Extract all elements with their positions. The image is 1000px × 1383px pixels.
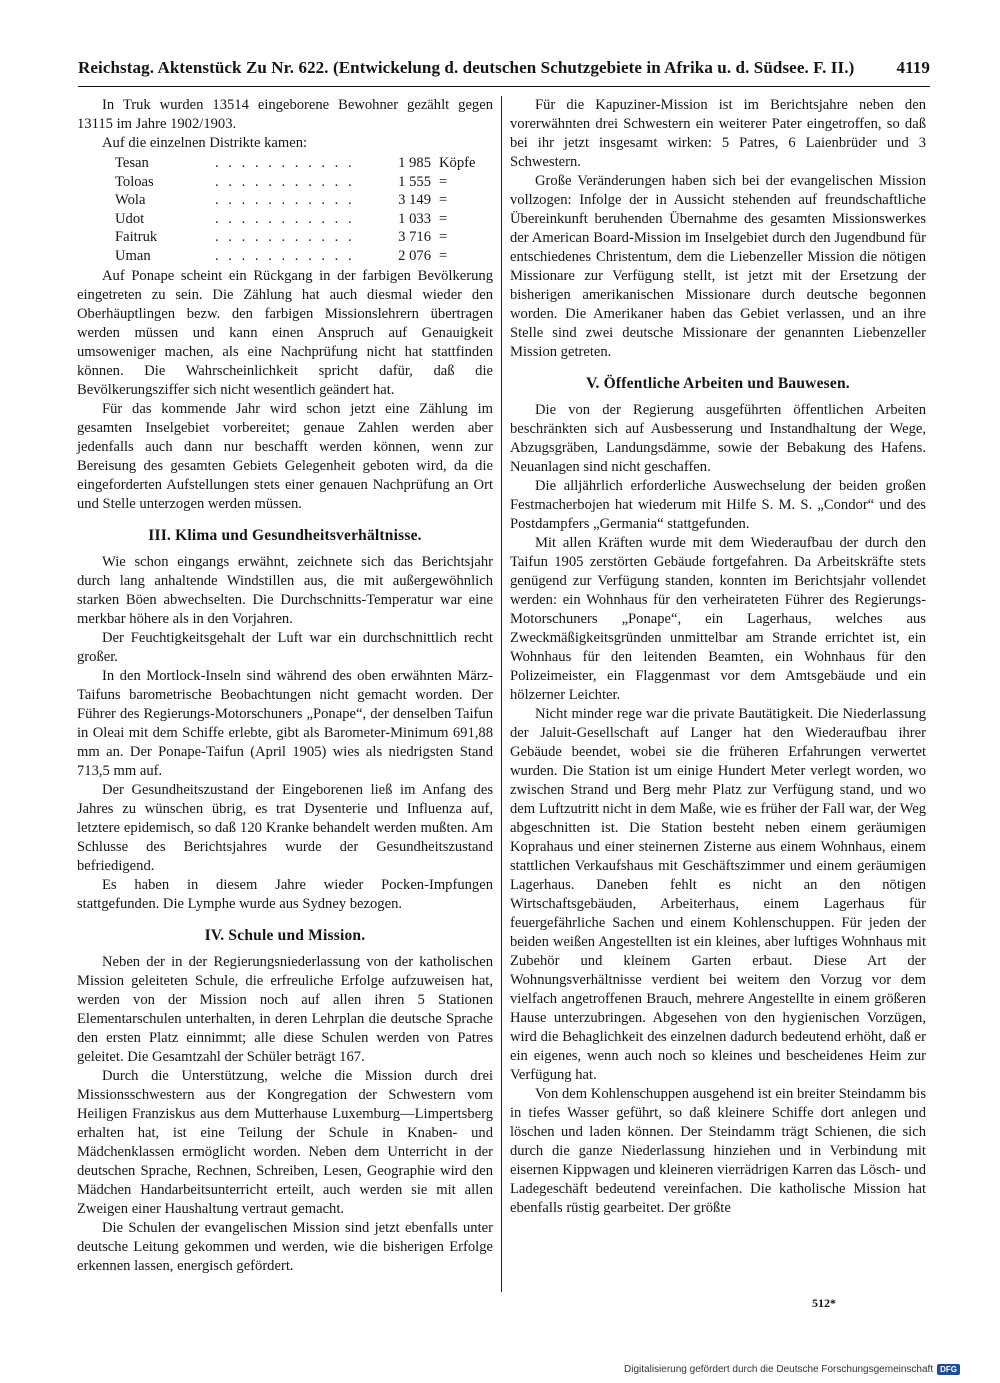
paragraph: Auf Ponape scheint ein Rückgang in der farbigen Bevölkerung eingetreten zu sein. Die Zählung hat auch diesmal wieder den Oberhäuptlingen bezw. den farbigen Missionslehrern übertragen werden müssen und kann einen Anspruch auf Genauigkeit umsoweniger machen, als eine Nachprüfung nicht hat stattfinden können. Die Wahrscheinlichkeit spricht dafür, daß die Bevölkerungsziffer sich nicht wesentlich geändert hat. [77, 267, 493, 398]
district-value: 1 555 [398, 173, 431, 190]
paragraph: Durch die Unterstützung, welche die Mission durch drei Missionsschwestern aus der Kongregation der Schwestern vom Heiligen Franziskus aus dem Mutterhause Luxemburg—Limpertsberg erhalten hat, ist eine Teilung der Schule in Knaben- und Mädchenklassen ermöglicht worden. Neben dem Unterricht in der deutschen Sprache, Rechnen, Schreiben, Lesen, Geographie wird den Mädchen Handarbeitsunterricht erteilt, auch werden sie mit allen Zweigen einer Haushaltung vertraut gemacht. [77, 1067, 493, 1217]
district-name: Udot [115, 210, 145, 227]
district-name: Uman [115, 247, 151, 264]
table-row [115, 210, 475, 229]
header-title: Reichstag. Aktenstück Zu Nr. 622. (Entwickelung d. deutschen Schutzgebiete in Afrika u. d. Südsee. F. II.) [78, 58, 855, 77]
paragraph: Der Gesundheitszustand der Eingeborenen ließ im Anfang des Jahres zu wünschen übrig, es trat Dysenterie und Influenza auf, letztere epidemisch, so daß 120 Kranke behandelt werden mußten. Am Schlusse des Berichtsjahres wurde der Gesundheitszustand befriedigend. [77, 781, 493, 874]
leader-dots: . . . . . . . . . . . [215, 210, 355, 227]
paragraph: Der Feuchtigkeitsgehalt der Luft war ein durchschnittlich recht großer. [77, 629, 493, 665]
district-table [115, 154, 475, 266]
paragraph: Es haben in diesem Jahre wieder Pocken-Impfungen stattgefunden. Die Lymphe wurde aus Sydney bezogen. [77, 876, 493, 912]
district-value: 3 149 [398, 192, 431, 209]
table-row [115, 173, 475, 192]
right-column [510, 96, 926, 1218]
district-unit: = [439, 173, 448, 190]
paragraph: In den Mortlock-Inseln sind während des oben erwähnten März-Taifuns barometrische Beobachtungen nicht gemacht worden. Der Führer des Regierungs-Motorschuners „Ponape“, der denselben Taifun in Oleai mit dem Schiffe erlebte, gibt als Barometer-Minimum 691,88 mm an. Der Ponape-Taifun (April 1905) wies als niedrigsten Stand 713,5 mm auf. [77, 667, 493, 779]
paragraph: Auf die einzelnen Distrikte kamen: [102, 135, 308, 151]
table-row [115, 154, 475, 173]
leader-dots: . . . . . . . . . . . [215, 247, 355, 264]
paragraph: Neben der in der Regierungsniederlassung von der katholischen Mission geleiteten Schule, die erfreuliche Erfolge aufzuweisen hat, werden von der Mission noch auf allen ihren 5 Stationen Elementarschulen unterhalten, in deren Lehrplan die deutsche Sprache den ersten Platz einnimmt; alle diese Schulen werden von Patres geleitet. Die Gesamtzahl der Schüler beträgt 167. [77, 953, 493, 1065]
section-heading: IV. Schule und Mission. [204, 926, 366, 944]
dfg-logo: DFG [937, 1364, 960, 1375]
leader-dots: . . . . . . . . . . . [215, 155, 355, 171]
district-unit: = [439, 210, 448, 227]
paragraph: Nicht minder rege war die private Bautätigkeit. Die Niederlassung der Jaluit-Gesellschaft auf Langer hat den Wiederaufbau ihrer Gebäude beendet, wobei sie die früheren Erfahrungen verwertet wurden. Die Station ist um einige Hundert Meter verlegt worden, wo zwischen Strand und Berg mehr Platz zur Verfügung stand, und wo dem Luftzutritt nicht in dem Maße, wie es früher der Fall war, der Weg abgeschnitten ist. Die Station besteht neben einem geräumigen Koprahaus und einer steinernen Zisterne aus einem Wohnhaus, einem stattlichen Verkaufshaus mit Geschäftszimmer und einem geräumigen Lagerhaus. Daneben fehlt es nicht an den nötigen Wirtschaftsgebäuden, Arbeiterhaus, einem Lagerhaus für feuergefährliche Sachen und einem Kohlenschuppen. Für jeden der beiden weißen Angestellten ist ein kleines, aber luftiges Wohnhaus mit Zubehör und kleinem Garten erbaut. Diese Art der Wohnungsverhältnisse verdient bei weitem den Vorzug vor dem vielfach angetroffenen Brauch, mehrere Angestellte in einem größeren Hause unterzubringen. Abgesehen von den hygienischen Vorzügen, wird die Behaglichkeit des einzelnen dadurch bedeutend erhöht, daß er ein eigenes, wenn auch noch so kleines und bescheidenes Heim zur Verfügung hat. [510, 706, 926, 1083]
district-value: 1 985 [398, 155, 431, 171]
page-number: 4119 [896, 58, 930, 77]
paragraph: Für das kommende Jahr wird schon jetzt eine Zählung im gesamten Inselgebiet vorbereitet; genaue Zahlen werden aber jedenfalls auch dann nur beschafft werden können, wenn zur Bereisung des gesamten Gebiets Gelegenheit geboten wird, da die eingeforderten Aufstellungen stets einer genauen Nachprüfung an Ort und Stelle unterzogen werden müssen. [77, 400, 493, 512]
table-row [115, 191, 475, 210]
paragraph: Große Veränderungen haben sich bei der evangelischen Mission vollzogen: Infolge der in Aussicht stehenden auf freundschaftliche Übereinkunft beruhenden Übernahme des gesamten Missionswerkes der American Board-Mission im Inselgebiet durch den Jugendbund für entschiedenes Christentum, dem die Liebenzeller Mission die nötigen Missionare zur Verfügung stellt, ist jetzt mit der Ersetzung der bisherigen amerikanischen Missionare durch deutsche begonnen worden. Die Amerikaner haben das Gebiet verlassen, und an ihre Stelle sind zwei deutsche Missionare der genannten Liebenzeller Mission getreten. [510, 173, 926, 360]
footer-credit [624, 1364, 960, 1375]
table-row [115, 247, 475, 266]
district-value: 2 076 [398, 247, 431, 264]
district-name: Faitruk [115, 229, 158, 246]
section-heading: III. Klima und Gesundheitsverhältnisse. [148, 526, 422, 544]
district-name: Toloas [115, 173, 154, 190]
leader-dots: . . . . . . . . . . . [215, 229, 355, 246]
paragraph: Wie schon eingangs erwähnt, zeichnete sich das Berichtsjahr durch lang anhaltende Windstillen aus, die mit außergewöhnlich starken Böen abwechselten. Die Durchschnitts-Temperatur war eine merkbar höhere als in den Vorjahren. [77, 553, 493, 627]
paragraph: Die von der Regierung ausgeführten öffentlichen Arbeiten beschränkten sich auf Ausbesserung und Instandhaltung der Wege, Abzugsgräben, Landungsdämme, sowie der Bebakung des Hafens. Neuanlagen sind nicht geschaffen. [510, 402, 926, 475]
left-column [77, 96, 493, 1276]
district-unit: Köpfe [439, 155, 476, 171]
leader-dots: . . . . . . . . . . . [215, 173, 355, 190]
leader-dots: . . . . . . . . . . . [215, 192, 355, 209]
column-divider [501, 96, 502, 1292]
paragraph: Mit allen Kräften wurde mit dem Wiederaufbau der durch den Taifun 1905 zerstörten Gebäude fortgefahren. Da Arbeitskräfte stets genügend zur Verfügung standen, konnten im Berichtsjahr vollendet werden: ein Wohnhaus für den verheirateten Führer des Regierungs-Motorschuners „Ponape“, ein Lagerhaus, welches aus Zweckmäßigkeitsgründen unmittelbar am Strande errichtet ist, ein Wohnhaus für den leitenden Beamten, ein Wohnhaus für den Polizeimeister, ein Flaggenmast vor dem Amtsgebäude und ein hölzerner Leichter. [510, 535, 926, 703]
paragraph: Von dem Kohlenschuppen ausgehend ist ein breiter Steindamm bis in tiefes Wasser geführt, so daß kleinere Schiffe dort anlegen und löschen und laden können. Der Steindamm trägt Schienen, die sich durch die ganze Niederlassung hinziehen und in Verbindung mit eisernen Kippwagen und kleineren vierrädrigen Karren das Lösch- und Ladegeschäft bedeutend vereinfachen. Die katholische Mission hat ebenfalls rüstig gearbeitet. Der größte [510, 1086, 926, 1216]
district-value: 3 716 [398, 229, 431, 246]
table-row [115, 228, 475, 247]
running-header [78, 58, 930, 84]
paragraph: Die Schulen der evangelischen Mission sind jetzt ebenfalls unter deutsche Leitung gekommen und werden, wie die bisherigen Erfolge erkennen lassen, energisch gefördert. [77, 1219, 493, 1274]
district-name: Tesan [115, 155, 149, 171]
paragraph: Die alljährlich erforderliche Auswechselung der beiden großen Festmacherbojen hat wiederum mit Hilfe S. M. S. „Condor“ und des Postdampfers „Germania“ stattgefunden. [510, 478, 926, 532]
district-value: 1 033 [398, 210, 431, 227]
footer-text: Digitalisierung gefördert durch die Deutsche Forschungsgemeinschaft [624, 1364, 934, 1375]
district-unit: = [439, 192, 448, 209]
signature-mark: 512* [812, 1296, 836, 1310]
paragraph: Für die Kapuziner-Mission ist im Berichtsjahre neben den vorerwähnten drei Schwestern ein weiterer Pater eingetroffen, so daß bei ihr jetzt insgesamt wirken: 5 Patres, 6 Laienbrüder und 3 Schwestern. [510, 97, 926, 170]
district-unit: = [439, 247, 448, 264]
district-unit: = [439, 229, 448, 246]
paragraph: In Truk wurden 13514 eingeborene Bewohner gezählt gegen 13115 im Jahre 1902/1903. [77, 97, 493, 132]
section-heading: V. Öffentliche Arbeiten und Bauwesen. [586, 375, 850, 392]
header-rule [78, 86, 930, 87]
district-name: Wola [115, 192, 146, 209]
